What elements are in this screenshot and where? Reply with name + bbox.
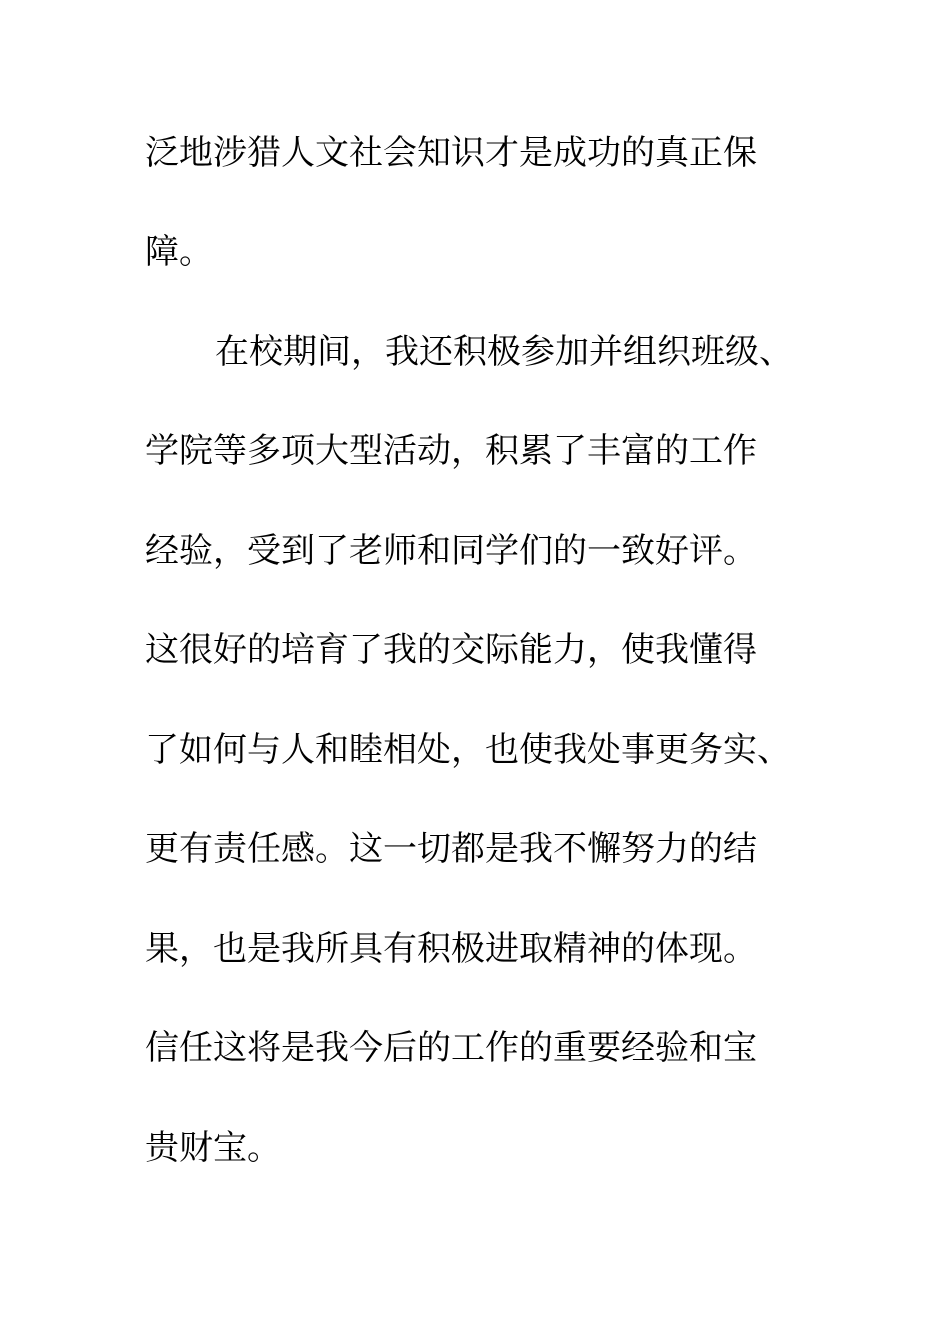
text-line: 学院等多项大型活动，积累了丰富的工作 — [145, 431, 757, 471]
text-line: 信任这将是我今后的工作的重要经验和宝 — [145, 1028, 757, 1068]
text-line: 果，也是我所具有积极进取精神的体现。 — [145, 929, 757, 969]
paragraph-first-line: 在校期间，我还积极参加并组织班级、 — [215, 332, 793, 372]
text-line: 了如何与人和睦相处，也使我处事更务实、 — [145, 730, 791, 770]
text-line: 经验，受到了老师和同学们的一致好评。 — [145, 531, 757, 571]
text-line: 这很好的培育了我的交际能力，使我懂得 — [145, 630, 757, 670]
text-line: 泛地涉猎人文社会知识才是成功的真正保 — [145, 133, 757, 173]
text-line: 贵财宝。 — [145, 1128, 281, 1168]
text-line: 障。 — [145, 232, 213, 272]
text-line: 更有责任感。这一切都是我不懈努力的结 — [145, 829, 757, 869]
